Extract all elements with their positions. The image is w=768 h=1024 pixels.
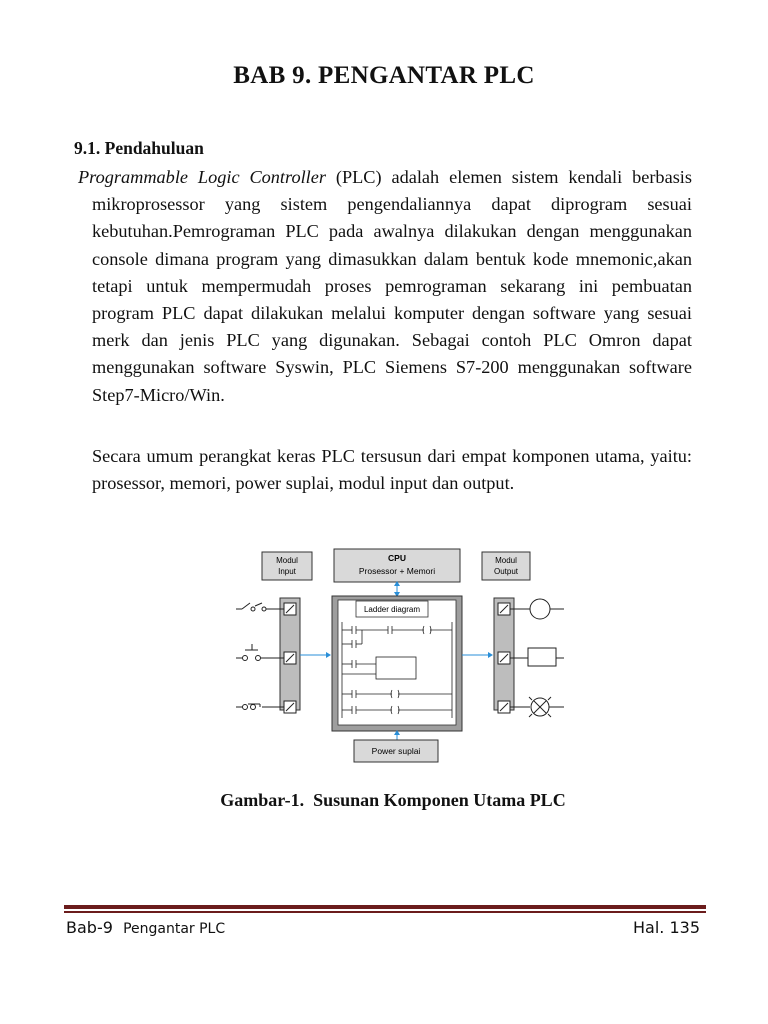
caption-label: Gambar-1 <box>220 790 300 810</box>
footer-rule-thin <box>64 911 706 913</box>
paragraph-1-italic: Programmable Logic Controller <box>78 167 326 187</box>
section-heading: 9.1. Pendahuluan <box>74 138 204 158</box>
ladder-label: Ladder diagram <box>363 605 421 614</box>
footer-chapter-number: Bab-9 <box>66 918 113 937</box>
output-devices <box>510 599 564 717</box>
plc-diagram <box>226 546 568 768</box>
footer-rule-thick <box>64 905 706 909</box>
plc-diagram-figure <box>226 546 568 768</box>
cpu-subtitle: Prosessor + Memori <box>358 566 436 576</box>
modul-input-line1: Modul <box>276 556 298 565</box>
paragraph-1-text: (PLC) adalah elemen sistem kendali berbasis mikroprosessor yang sistem pengendaliannya dapat diprogram sesuai kebutuhan.Pemrograman PLC pada awalnya dilakukan dengan menggunakan console dimana program yang dimasukkan dalam bentuk kode mnemonic,akan tetapi untuk mempermudah proses pemrograman sekarang ini pembuatan program PLC dapat dilakukan melalui komputer dengan software yang sesuai merk dan jenis PLC yang digunakan. Sebagai contoh PLC Omron dapat menggunakan software Syswin, PLC Siemens S7-200 menggunakan software Step7-Micro/Win. <box>92 167 692 405</box>
modul-output-line1: Modul <box>495 556 517 565</box>
modul-input-line2: Input <box>278 567 296 576</box>
page-title: BAB 9. PENGANTAR PLC <box>233 62 535 89</box>
paragraph-1 <box>78 164 692 409</box>
cpu-to-output-arrow-head <box>488 652 493 658</box>
input-devices <box>236 603 284 710</box>
caption-text: Susunan Komponen Utama PLC <box>313 790 566 810</box>
cpu-title: CPU <box>388 553 406 563</box>
footer-chapter <box>66 918 225 937</box>
modul-output-line2: Output <box>493 567 519 576</box>
figure-caption: Gambar-1. Susunan Komponen Utama PLC <box>220 790 566 810</box>
paragraph-2: Secara umum perangkat keras PLC tersusun dari empat komponen utama, yaitu: prosessor, memori, power suplai, modul input dan output. <box>92 446 692 494</box>
input-to-cpu-arrow-head <box>326 652 331 658</box>
footer-chapter-title: Pengantar PLC <box>123 921 226 937</box>
power-suplai-label: Power suplai <box>371 746 421 756</box>
footer-page-number: Hal. 135 <box>633 918 700 937</box>
